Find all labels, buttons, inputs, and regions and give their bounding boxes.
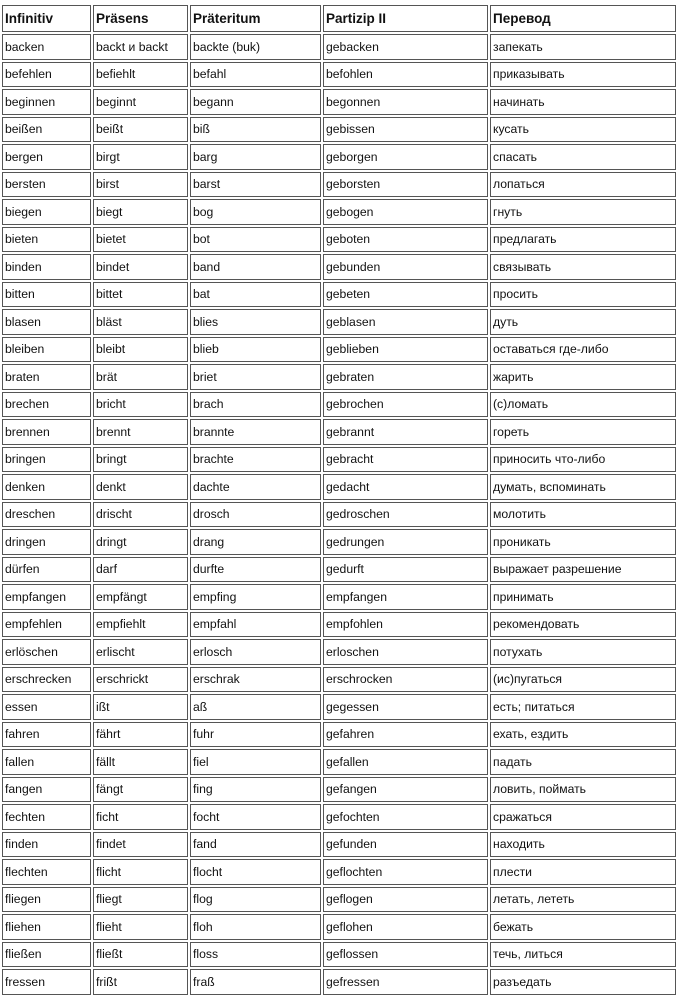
cell-translation: оставаться где-либо: [490, 337, 676, 363]
table-row: [2, 942, 676, 968]
cell-partizip: erschrocken: [323, 667, 488, 693]
cell-infinitiv: empfehlen: [2, 612, 91, 638]
cell-praesens: birst: [93, 172, 188, 198]
cell-infinitiv: fließen: [2, 942, 91, 968]
cell-infinitiv: fallen: [2, 749, 91, 775]
cell-infinitiv: bleiben: [2, 337, 91, 363]
cell-praesens: beißt: [93, 117, 188, 143]
cell-partizip: gebacken: [323, 34, 488, 60]
cell-translation: выражает разрешение: [490, 557, 676, 583]
cell-praeteritum: fiel: [190, 749, 321, 775]
table-row: [2, 392, 676, 418]
cell-translation: гореть: [490, 419, 676, 445]
cell-praeteritum: backte (buk): [190, 34, 321, 60]
cell-praesens: flicht: [93, 859, 188, 885]
cell-translation: ехать, ездить: [490, 722, 676, 748]
cell-infinitiv: bringen: [2, 447, 91, 473]
cell-infinitiv: erschrecken: [2, 667, 91, 693]
cell-translation: рекомендовать: [490, 612, 676, 638]
cell-infinitiv: binden: [2, 254, 91, 280]
table-row: [2, 419, 676, 445]
cell-partizip: geflohen: [323, 914, 488, 940]
cell-praesens: bietet: [93, 227, 188, 253]
cell-translation: падать: [490, 749, 676, 775]
cell-praeteritum: barg: [190, 144, 321, 170]
cell-praeteritum: band: [190, 254, 321, 280]
cell-partizip: gefochten: [323, 804, 488, 830]
table-row: [2, 502, 676, 528]
cell-translation: летать, лететь: [490, 887, 676, 913]
cell-praeteritum: focht: [190, 804, 321, 830]
cell-infinitiv: befehlen: [2, 62, 91, 88]
cell-partizip: gebeten: [323, 282, 488, 308]
cell-praesens: bittet: [93, 282, 188, 308]
cell-partizip: gebraten: [323, 364, 488, 390]
cell-translation: кусать: [490, 117, 676, 143]
cell-praesens: frißt: [93, 969, 188, 995]
cell-praeteritum: empfing: [190, 584, 321, 610]
cell-praesens: empfängt: [93, 584, 188, 610]
cell-praesens: bläst: [93, 309, 188, 335]
table-row: [2, 694, 676, 720]
cell-partizip: geblieben: [323, 337, 488, 363]
cell-praesens: fängt: [93, 777, 188, 803]
cell-infinitiv: bieten: [2, 227, 91, 253]
table-row: [2, 199, 676, 225]
cell-translation: проникать: [490, 529, 676, 555]
cell-translation: жарить: [490, 364, 676, 390]
table-row: [2, 969, 676, 995]
cell-translation: потухать: [490, 639, 676, 665]
cell-infinitiv: bersten: [2, 172, 91, 198]
table-row: [2, 749, 676, 775]
cell-translation: начинать: [490, 89, 676, 115]
cell-praesens: erschrickt: [93, 667, 188, 693]
cell-translation: думать, вспоминать: [490, 474, 676, 500]
cell-praeteritum: bog: [190, 199, 321, 225]
cell-infinitiv: denken: [2, 474, 91, 500]
cell-partizip: gebrochen: [323, 392, 488, 418]
cell-infinitiv: bitten: [2, 282, 91, 308]
table-row: [2, 887, 676, 913]
cell-praesens: darf: [93, 557, 188, 583]
cell-praesens: fließt: [93, 942, 188, 968]
cell-translation: связывать: [490, 254, 676, 280]
table-row: [2, 34, 676, 60]
cell-praesens: dringt: [93, 529, 188, 555]
cell-partizip: geflogen: [323, 887, 488, 913]
cell-infinitiv: dreschen: [2, 502, 91, 528]
cell-praeteritum: drosch: [190, 502, 321, 528]
table-row: [2, 639, 676, 665]
cell-partizip: gebrannt: [323, 419, 488, 445]
cell-partizip: gebracht: [323, 447, 488, 473]
table-row: [2, 474, 676, 500]
cell-praeteritum: floss: [190, 942, 321, 968]
cell-praeteritum: fuhr: [190, 722, 321, 748]
cell-praeteritum: biß: [190, 117, 321, 143]
cell-partizip: begonnen: [323, 89, 488, 115]
cell-translation: принимать: [490, 584, 676, 610]
cell-infinitiv: dringen: [2, 529, 91, 555]
cell-partizip: gefangen: [323, 777, 488, 803]
cell-infinitiv: fliegen: [2, 887, 91, 913]
table-row: [2, 667, 676, 693]
cell-translation: гнуть: [490, 199, 676, 225]
cell-infinitiv: biegen: [2, 199, 91, 225]
cell-translation: спасать: [490, 144, 676, 170]
cell-translation: течь, литься: [490, 942, 676, 968]
cell-praesens: befiehlt: [93, 62, 188, 88]
cell-praeteritum: bot: [190, 227, 321, 253]
table-body: [2, 34, 676, 995]
cell-infinitiv: backen: [2, 34, 91, 60]
cell-partizip: gebogen: [323, 199, 488, 225]
header-partizip: Partizip II: [323, 5, 488, 32]
cell-praesens: biegt: [93, 199, 188, 225]
cell-partizip: gebissen: [323, 117, 488, 143]
cell-infinitiv: brennen: [2, 419, 91, 445]
table-row: [2, 254, 676, 280]
cell-praeteritum: durfte: [190, 557, 321, 583]
cell-infinitiv: erlöschen: [2, 639, 91, 665]
cell-praesens: backt и backt: [93, 34, 188, 60]
cell-infinitiv: fressen: [2, 969, 91, 995]
table-row: [2, 447, 676, 473]
cell-translation: (с)ломать: [490, 392, 676, 418]
cell-praeteritum: brachte: [190, 447, 321, 473]
cell-translation: есть; питаться: [490, 694, 676, 720]
cell-translation: бежать: [490, 914, 676, 940]
cell-translation: предлагать: [490, 227, 676, 253]
table-row: [2, 172, 676, 198]
cell-praeteritum: erlosch: [190, 639, 321, 665]
cell-partizip: empfangen: [323, 584, 488, 610]
cell-praeteritum: flog: [190, 887, 321, 913]
header-translation: Перевод: [490, 5, 676, 32]
cell-praeteritum: blies: [190, 309, 321, 335]
cell-partizip: gedurft: [323, 557, 488, 583]
cell-praeteritum: dachte: [190, 474, 321, 500]
table-row: [2, 529, 676, 555]
cell-praeteritum: briet: [190, 364, 321, 390]
table-row: [2, 859, 676, 885]
cell-translation: приносить что-либо: [490, 447, 676, 473]
cell-infinitiv: finden: [2, 832, 91, 858]
cell-praeteritum: fand: [190, 832, 321, 858]
cell-praeteritum: aß: [190, 694, 321, 720]
cell-praeteritum: befahl: [190, 62, 321, 88]
cell-partizip: befohlen: [323, 62, 488, 88]
cell-partizip: geborsten: [323, 172, 488, 198]
cell-infinitiv: essen: [2, 694, 91, 720]
table-row: [2, 144, 676, 170]
cell-praesens: bringt: [93, 447, 188, 473]
cell-partizip: gedacht: [323, 474, 488, 500]
cell-praeteritum: empfahl: [190, 612, 321, 638]
cell-translation: дуть: [490, 309, 676, 335]
cell-infinitiv: fangen: [2, 777, 91, 803]
cell-infinitiv: beißen: [2, 117, 91, 143]
cell-praesens: denkt: [93, 474, 188, 500]
cell-praeteritum: drang: [190, 529, 321, 555]
table-row: [2, 584, 676, 610]
cell-praesens: flieht: [93, 914, 188, 940]
table-row: [2, 337, 676, 363]
cell-infinitiv: beginnen: [2, 89, 91, 115]
cell-praesens: bindet: [93, 254, 188, 280]
cell-infinitiv: blasen: [2, 309, 91, 335]
cell-praesens: fährt: [93, 722, 188, 748]
cell-infinitiv: fechten: [2, 804, 91, 830]
cell-partizip: gegessen: [323, 694, 488, 720]
cell-praesens: ißt: [93, 694, 188, 720]
cell-praesens: empfiehlt: [93, 612, 188, 638]
cell-partizip: geborgen: [323, 144, 488, 170]
cell-translation: молотить: [490, 502, 676, 528]
cell-infinitiv: dürfen: [2, 557, 91, 583]
table-row: [2, 722, 676, 748]
cell-partizip: erloschen: [323, 639, 488, 665]
table-row: [2, 309, 676, 335]
cell-partizip: geblasen: [323, 309, 488, 335]
cell-praesens: brät: [93, 364, 188, 390]
cell-infinitiv: braten: [2, 364, 91, 390]
cell-praeteritum: fing: [190, 777, 321, 803]
cell-infinitiv: bergen: [2, 144, 91, 170]
cell-infinitiv: flechten: [2, 859, 91, 885]
cell-praeteritum: flocht: [190, 859, 321, 885]
cell-translation: приказывать: [490, 62, 676, 88]
cell-translation: сражаться: [490, 804, 676, 830]
cell-praesens: erlischt: [93, 639, 188, 665]
cell-praeteritum: fraß: [190, 969, 321, 995]
table-row: [2, 832, 676, 858]
cell-partizip: gefunden: [323, 832, 488, 858]
cell-praeteritum: begann: [190, 89, 321, 115]
cell-translation: просить: [490, 282, 676, 308]
table-row: [2, 282, 676, 308]
cell-praesens: bricht: [93, 392, 188, 418]
header-praeteritum: Präteritum: [190, 5, 321, 32]
cell-infinitiv: brechen: [2, 392, 91, 418]
cell-infinitiv: empfangen: [2, 584, 91, 610]
cell-praesens: birgt: [93, 144, 188, 170]
cell-partizip: gefressen: [323, 969, 488, 995]
cell-partizip: gefahren: [323, 722, 488, 748]
cell-praesens: bleibt: [93, 337, 188, 363]
cell-partizip: gebunden: [323, 254, 488, 280]
table-row: [2, 227, 676, 253]
cell-praesens: brennt: [93, 419, 188, 445]
cell-partizip: gefallen: [323, 749, 488, 775]
header-infinitiv: Infinitiv: [2, 5, 91, 32]
table-row: [2, 612, 676, 638]
cell-infinitiv: fahren: [2, 722, 91, 748]
cell-praesens: ficht: [93, 804, 188, 830]
cell-praesens: drischt: [93, 502, 188, 528]
cell-praeteritum: bat: [190, 282, 321, 308]
verb-table: [0, 3, 678, 997]
cell-translation: находить: [490, 832, 676, 858]
header-praesens: Präsens: [93, 5, 188, 32]
cell-partizip: geflochten: [323, 859, 488, 885]
cell-praeteritum: brannte: [190, 419, 321, 445]
table-row: [2, 777, 676, 803]
cell-praeteritum: brach: [190, 392, 321, 418]
cell-praeteritum: erschrak: [190, 667, 321, 693]
cell-partizip: empfohlen: [323, 612, 488, 638]
cell-partizip: geboten: [323, 227, 488, 253]
cell-translation: разъедать: [490, 969, 676, 995]
cell-praesens: beginnt: [93, 89, 188, 115]
table-row: [2, 557, 676, 583]
cell-translation: запекать: [490, 34, 676, 60]
cell-partizip: geflossen: [323, 942, 488, 968]
cell-partizip: gedrungen: [323, 529, 488, 555]
table-row: [2, 62, 676, 88]
cell-praeteritum: blieb: [190, 337, 321, 363]
table-row: [2, 804, 676, 830]
cell-praeteritum: barst: [190, 172, 321, 198]
cell-infinitiv: fliehen: [2, 914, 91, 940]
table-row: [2, 364, 676, 390]
table-row: [2, 117, 676, 143]
cell-translation: плести: [490, 859, 676, 885]
cell-praesens: fliegt: [93, 887, 188, 913]
cell-praesens: fällt: [93, 749, 188, 775]
table-row: [2, 89, 676, 115]
cell-translation: лопаться: [490, 172, 676, 198]
cell-praesens: findet: [93, 832, 188, 858]
cell-praeteritum: floh: [190, 914, 321, 940]
cell-translation: (ис)пугаться: [490, 667, 676, 693]
cell-partizip: gedroschen: [323, 502, 488, 528]
table-row: [2, 914, 676, 940]
cell-translation: ловить, поймать: [490, 777, 676, 803]
header-row: [2, 5, 676, 32]
